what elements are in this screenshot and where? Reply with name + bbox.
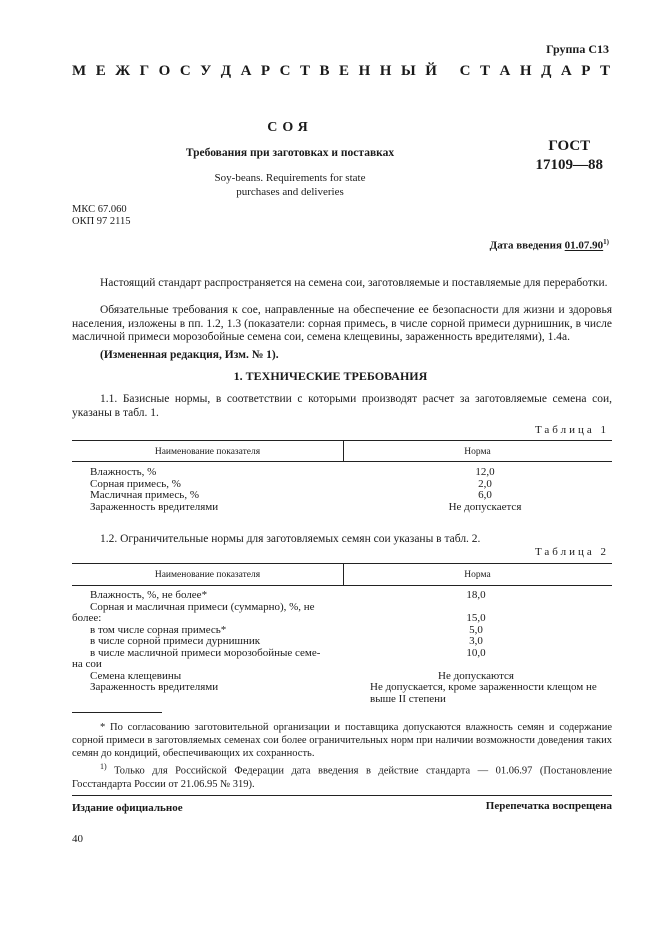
table-row-value: 10,0 [466, 646, 486, 659]
mandatory-requirements-paragraph: Обязательные требования к сое, направленные на обеспечение ее безопасности для жизни и здоровья населения, изложены в пп. 1.2, 1.3 (показатели: сорная примесь, в числе сорной примеси дурнишник, в числе масличной примеси морозобойные семена сои, семена клещевины, зараженность вредителями), 1.4а. [72, 304, 612, 343]
table-row-value: 12,0 [475, 466, 495, 478]
banner-letter: Т [299, 63, 310, 79]
banner-letter: Ж [115, 63, 131, 79]
footnote-star: * По согласованию заготовительной организации и поставщика допускаются влажность семян и содержание сорной примеси в заготовляемых семенах сои более ограничительных норм при наличии возможности доведения таких семян до кондиций, обеспечивающих их сохранность. [72, 722, 612, 759]
clause-1-2: 1.2. Ограничительные нормы для заготовляемых семян сои указаны в табл. 2. [100, 533, 481, 545]
reprint-prohibited: Перепечатка воспрещена [485, 800, 612, 812]
table-row-spacer [360, 602, 612, 614]
table-row-name: Масличная примесь, % [90, 489, 199, 501]
table2-names [72, 590, 342, 694]
okp-code: ОКП 97 2115 [72, 216, 131, 227]
banner-letter: В [319, 63, 330, 79]
table-row-name: в том числе сорная примесь* [90, 623, 227, 636]
banner-letter: Н [379, 63, 392, 79]
footnote-one-mark: 1) [100, 762, 107, 771]
table-row-value: 5,0 [469, 623, 483, 636]
table1-top-rule [72, 440, 612, 441]
english-title [0, 171, 580, 199]
table-row-value: 15,0 [466, 612, 486, 624]
banner-letter: А [240, 63, 252, 79]
section-heading: 1. ТЕХНИЧЕСКИЕ ТРЕБОВАНИЯ [233, 369, 428, 383]
table-row-value: 3,0 [469, 635, 483, 647]
table-row-value: 2,0 [478, 477, 492, 490]
banner-letter: Р [260, 63, 271, 79]
table-row-value: Не допускается, кроме зараженности клещом не [370, 681, 597, 693]
table-row-name: Зараженность вредителями [90, 500, 219, 513]
table2-values [360, 590, 612, 705]
footnote-one-text: Только для Российской Федерации дата введения в действие стандарта — 01.06.97 (Постановление Госстандарта России от 21.06.95 № 319). [72, 765, 613, 790]
page-number: 40 [72, 833, 83, 845]
table-row-name: Влажность, % [90, 466, 157, 478]
table1-names [90, 467, 340, 513]
banner-letter: Т [599, 63, 610, 79]
banner-letter: Д [220, 63, 232, 79]
table-row-name: Сорная примесь, % [90, 477, 181, 490]
banner-letter: С [279, 63, 291, 79]
footnote-one [72, 760, 612, 791]
banner-letter: Ы [400, 63, 416, 79]
banner-letter [446, 63, 450, 80]
banner-letter: Е [95, 63, 106, 79]
footnote-rule [72, 712, 162, 713]
banner-letter: О [158, 63, 171, 79]
banner-letter: Й [425, 63, 437, 79]
table-row-name: Влажность, %, не более* [90, 589, 208, 601]
table-row-spacer [360, 659, 612, 671]
classification-codes [72, 204, 131, 228]
banner-letter: Н [358, 63, 371, 79]
table-row-value-cont: выше II степени [370, 692, 446, 705]
amendment-note: (Измененная редакция, Изм. № 1). [100, 349, 279, 361]
gost-code: 17109—88 [535, 157, 603, 173]
table1-col-name-header: Наименование показателя [154, 447, 261, 457]
gost-number [536, 137, 604, 175]
footer-rule [72, 795, 612, 796]
table-row-name: в числе масличной примеси морозобойные семе- [90, 646, 321, 659]
table2-col-name-header: Наименование показателя [154, 570, 261, 580]
table-row-value: Не допускается [448, 500, 522, 513]
mks-code: МКС 67.060 [72, 204, 127, 215]
banner-letter: С [179, 63, 191, 79]
table2-col-norm-header: Норма [464, 570, 491, 580]
table-row-name: Зараженность вредителями [90, 681, 219, 693]
table2-caption: Таблица 2 [534, 546, 609, 558]
table-row-name: Семена клещевины [90, 669, 182, 682]
table1-caption: Таблица 1 [534, 424, 609, 436]
table-row-name-cont: более: [72, 612, 102, 624]
table-row-name: Сорная и масличная примеси (суммарно), %, не [90, 600, 315, 613]
date-label: Дата введения [489, 239, 562, 252]
date-value: 01.07.90 [564, 239, 604, 252]
table1-col-norm-header: Норма [464, 447, 491, 457]
intro-paragraph: Настоящий стандарт распространяется на семена сои, заготовляемые и поставляемые для переработки. [100, 277, 608, 289]
official-edition: Издание официальное [72, 802, 183, 814]
banner-letter: Н [519, 63, 532, 79]
gost-label: ГОСТ [548, 138, 591, 154]
effective-date [490, 238, 609, 252]
banner-letter: Е [339, 63, 350, 79]
table-row-name-cont: на сои [72, 658, 102, 670]
table1-values [400, 467, 570, 513]
banner-letter: С [459, 63, 471, 79]
table1-header-rule [72, 461, 612, 462]
banner-letter: А [560, 63, 572, 79]
banner-letter: Т [480, 63, 491, 79]
banner-letter: М [72, 63, 87, 79]
document-title: СОЯ [267, 120, 313, 135]
group-code: Группа С13 [546, 42, 609, 56]
banner-letter: А [499, 63, 511, 79]
table-row-value: 18,0 [466, 589, 486, 601]
banner-letter: Г [139, 63, 150, 79]
clause-1-1: 1.1. Базисные нормы, в соответствии с которыми производят расчет за заготовляемые семена сои, указаны в табл. 1. [72, 393, 612, 419]
english-title-line1: Soy-beans. Requirements for state [214, 172, 366, 184]
table2-header-rule [72, 585, 612, 586]
banner-letter: Р [581, 63, 591, 79]
table2-top-rule [72, 563, 612, 564]
banner-letter: Д [541, 63, 552, 79]
date-footnote-mark: 1) [603, 238, 609, 246]
table-row-value: Не допускаются [438, 669, 514, 682]
banner-letter: У [200, 63, 212, 79]
standard-banner [72, 63, 610, 80]
document-subtitle: Требования при заготовках и поставках [185, 147, 395, 159]
table-row-value: 6,0 [478, 489, 492, 501]
english-title-line2: purchases and deliveries [236, 186, 344, 198]
table-row-name: в числе сорной примеси дурнишник [90, 635, 261, 647]
